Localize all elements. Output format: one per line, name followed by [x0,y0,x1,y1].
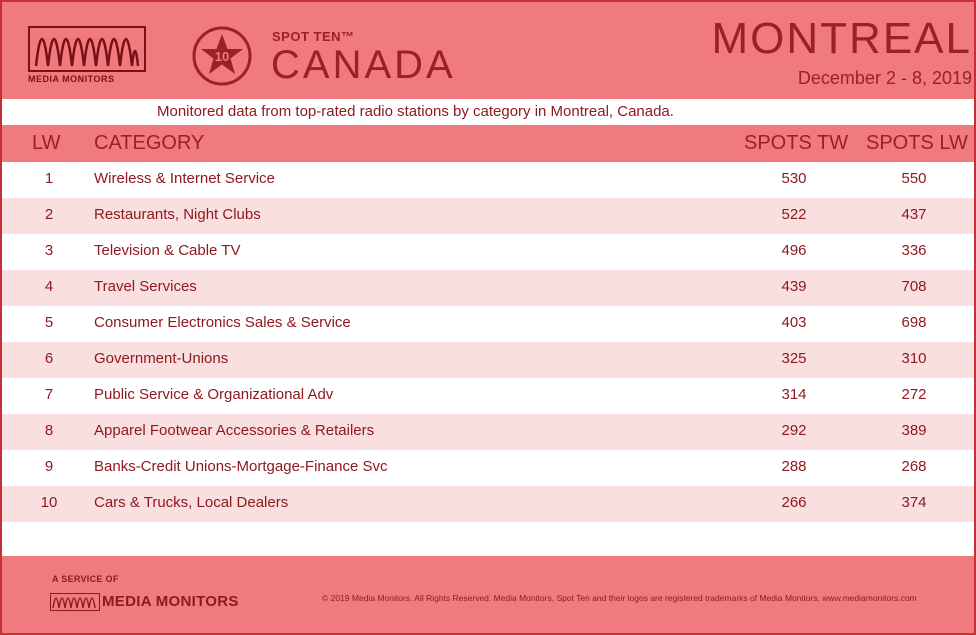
cell-lw: 7 [44,386,54,403]
subtitle-bar [2,99,974,125]
header-banner [2,2,974,99]
table-row [2,450,974,486]
cell-category: Cars & Trucks, Local Dealers [94,494,289,511]
cell-lw: 9 [44,458,54,475]
cell-spots-lw: 272 [901,386,927,403]
cell-lw: 4 [44,278,54,295]
cell-lw: 3 [44,242,54,259]
cell-lw: 8 [44,422,54,439]
spot-ten-number: 10 [214,49,230,64]
cell-spots-lw: 550 [901,170,927,187]
media-monitors-logo [28,26,146,84]
cell-spots-lw: 698 [901,314,927,331]
cell-lw: 6 [44,350,54,367]
cell-category: Consumer Electronics Sales & Service [94,314,351,331]
cell-category: Restaurants, Night Clubs [94,206,261,223]
cell-category: Television & Cable TV [94,242,241,259]
cell-spots-lw: 389 [901,422,927,439]
table-row [2,414,974,450]
cell-category: Banks-Credit Unions-Mortgage-Finance Svc [94,458,388,475]
footer-waveform-icon [50,593,100,611]
cell-spots-tw: 496 [781,242,807,259]
cell-category: Wireless & Internet Service [94,170,275,187]
cell-spots-tw: 325 [781,350,807,367]
cell-lw: 5 [44,314,54,331]
table-row [2,342,974,378]
cell-spots-tw: 288 [781,458,807,475]
footer-brand: MEDIA MONITORS [102,593,239,610]
cell-spots-lw: 374 [901,494,927,511]
column-header-spots-lw: SPOTS LW [866,132,968,154]
cell-spots-tw: 266 [781,494,807,511]
cell-spots-tw: 439 [781,278,807,295]
service-label: A SERVICE OF [52,574,119,584]
column-header-category: CATEGORY [94,132,205,154]
country-title: CANADA [271,43,456,87]
date-range: December 2 - 8, 2019 [797,68,972,88]
column-header-spots-tw: SPOTS TW [744,132,849,154]
cell-spots-tw: 530 [781,170,807,187]
cell-lw: 10 [40,494,58,511]
city-title: MONTREAL [711,14,972,63]
cell-category: Public Service & Organizational Adv [94,386,334,403]
cell-lw: 2 [44,206,54,223]
cell-spots-lw: 268 [901,458,927,475]
cell-lw: 1 [44,170,54,187]
column-header-lw: LW [32,132,61,154]
table-row [2,234,974,270]
table-header [2,125,974,162]
cell-category: Government-Unions [94,350,229,367]
cell-spots-tw: 403 [781,314,807,331]
table-row [2,162,974,198]
spot-ten-badge-icon [192,26,252,86]
subtitle-text: Monitored data from top-rated radio stations by category in Montreal, Canada. [157,103,674,120]
cell-spots-lw: 336 [901,242,927,259]
table-row [2,198,974,234]
cell-category: Travel Services [94,278,197,295]
spot-ten-label: SPOT TEN™ [272,29,355,44]
cell-spots-tw: 314 [781,386,807,403]
waveform-icon [28,26,146,72]
cell-spots-lw: 310 [901,350,927,367]
table-row [2,486,974,522]
logo-text: MEDIA MONITORS [28,74,115,84]
table-row [2,270,974,306]
footer-banner [2,556,974,633]
cell-spots-lw: 708 [901,278,927,295]
table-row [2,306,974,342]
cell-spots-tw: 522 [781,206,807,223]
copyright-text: © 2019 Media Monitors. All Rights Reserved. Media Monitors, Spot Ten and their logos are registered trademarks of Media Monitors. www.mediamonitors.com [322,593,917,603]
cell-spots-lw: 437 [901,206,927,223]
cell-spots-tw: 292 [781,422,807,439]
cell-category: Apparel Footwear Accessories & Retailers [94,422,375,439]
table-row [2,378,974,414]
